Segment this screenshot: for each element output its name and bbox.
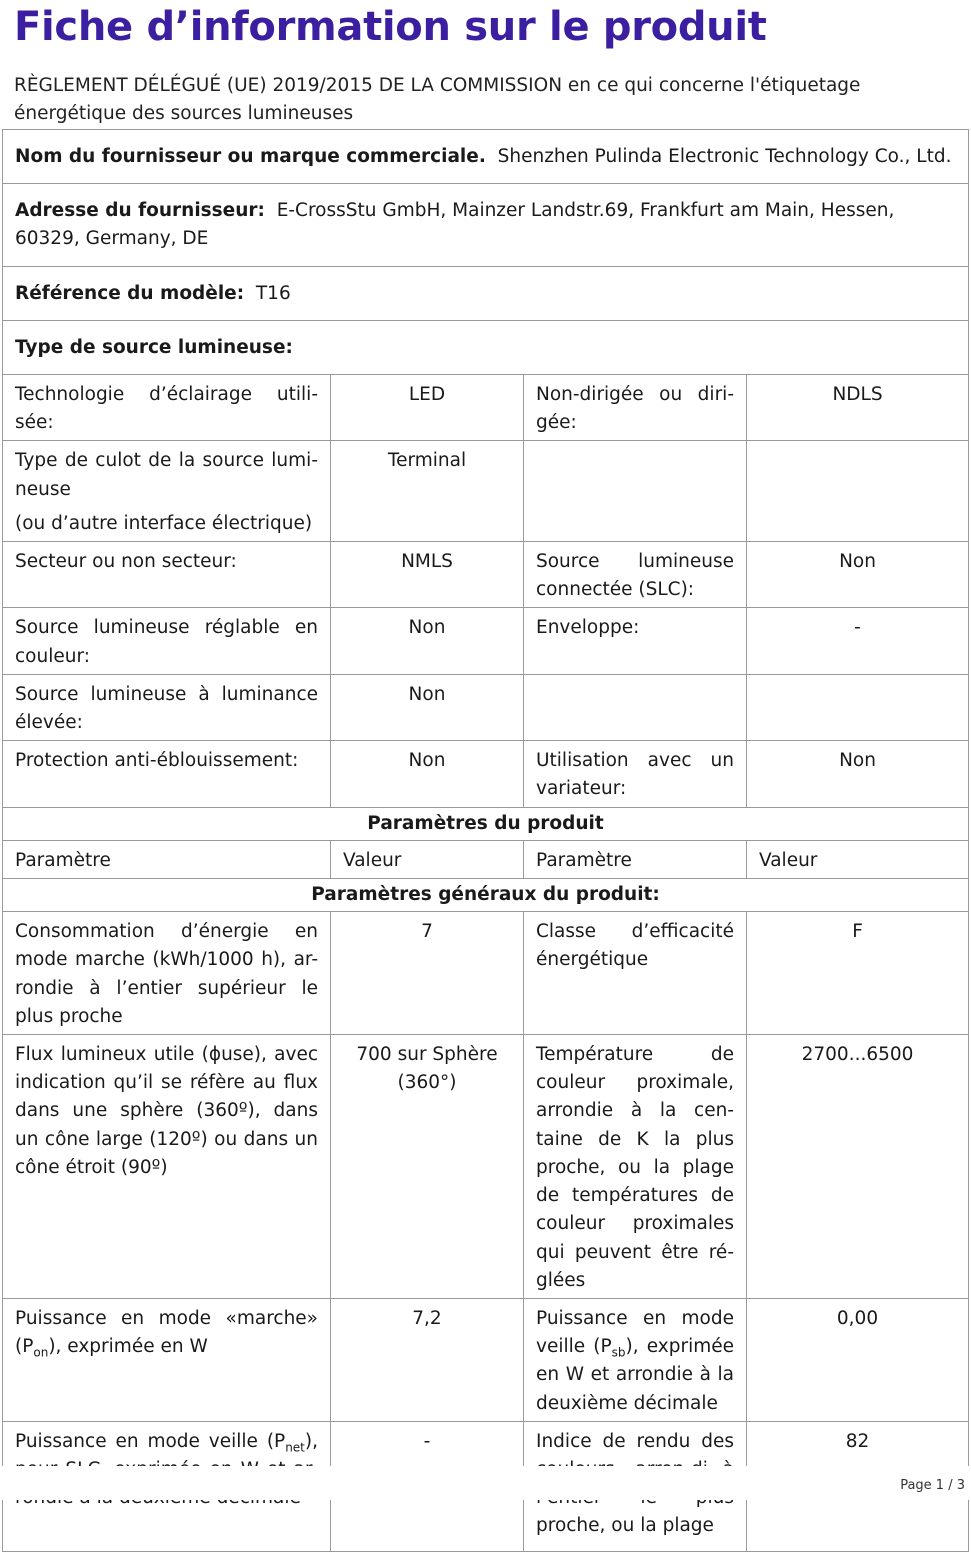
param-label-cont: ), xyxy=(304,1430,318,1452)
param-value: Non xyxy=(331,741,524,807)
param-label-cont: ), exprimée en W et arrondie à la deuxième décimale xyxy=(536,1336,734,1414)
page-title: Fiche d’information sur le produit xyxy=(14,4,767,50)
param-value: Non xyxy=(747,741,969,807)
column-header-row xyxy=(3,840,969,878)
table-row xyxy=(3,441,969,542)
table-row xyxy=(3,741,969,807)
param-value xyxy=(747,441,969,542)
param-label: Type de culot de la source lumi-neuse xyxy=(15,450,318,500)
page-cut-off xyxy=(0,1466,971,1500)
product-params-heading: Paramètres du produit xyxy=(3,807,969,840)
param-value: 0,00 xyxy=(747,1298,969,1421)
model-reference-value: T16 xyxy=(255,282,291,304)
param-value: Non xyxy=(331,608,524,674)
param-label: Puissance en mode «marche» (P xyxy=(15,1307,318,1358)
param-label: Source lumineuse à luminance élevée: xyxy=(3,674,331,740)
param-label: Consommation d’énergie en mode marche (kWh/1000 h), ar-rondie à l’entier supérieur le plus proche xyxy=(3,912,331,1035)
table-row xyxy=(3,375,969,441)
light-source-type-heading: Type de source lumineuse: xyxy=(3,320,969,374)
param-label xyxy=(524,441,747,542)
param-value: - xyxy=(747,608,969,674)
param-label: Classe d’efficacité énergétique xyxy=(524,912,747,1035)
param-value: LED xyxy=(331,375,524,441)
param-subscript: sb xyxy=(611,1345,626,1360)
regulation-subtitle: RÈGLEMENT DÉLÉGUÉ (UE) 2019/2015 DE LA COMMISSION en ce qui concerne l'étiquetage énergétique des sources lumineuses xyxy=(14,75,861,124)
param-label: Source lumineuse réglable en couleur: xyxy=(3,608,331,674)
column-header: Valeur xyxy=(331,840,524,878)
column-header: Paramètre xyxy=(524,840,747,878)
param-label-note: (ou d’autre interface électrique) xyxy=(15,512,313,534)
param-value: 7 xyxy=(331,912,524,1035)
param-value: 2700...6500 xyxy=(747,1035,969,1299)
param-value: 700 sur Sphère (360°) xyxy=(331,1035,524,1299)
section-row xyxy=(3,879,969,912)
table-row xyxy=(3,608,969,674)
supplier-name-row xyxy=(3,130,969,184)
param-value: Non xyxy=(331,674,524,740)
param-label: Protection anti-éblouissement: xyxy=(3,741,331,807)
table-row xyxy=(3,674,969,740)
param-label: Flux lumineux utile (ɸuse), avec indication qu’il se réfère au flux dans une sphère (360º), dans un cône large (120º) ou dans un cône étroit (90º) xyxy=(3,1035,331,1299)
param-label: Secteur ou non secteur: xyxy=(3,542,331,608)
table-row xyxy=(3,912,969,1035)
table-row xyxy=(3,542,969,608)
param-value: NDLS xyxy=(747,375,969,441)
page-number: Page 1 / 3 xyxy=(900,1478,965,1493)
param-value: F xyxy=(747,912,969,1035)
param-value xyxy=(747,674,969,740)
param-label: Technologie d’éclairage utili-sée: xyxy=(3,375,331,441)
supplier-name-label: Nom du fournisseur ou marque commerciale. xyxy=(15,146,486,167)
product-info-table xyxy=(2,129,969,1552)
light-source-type-row xyxy=(3,320,969,374)
param-label: Enveloppe: xyxy=(524,608,747,674)
param-label: Puissance en mode veille (P xyxy=(536,1307,734,1358)
param-label: Indice de rendu des proche, ou la plage xyxy=(524,1421,747,1551)
param-value: 7,2 xyxy=(331,1298,524,1421)
param-label: Source lumineuse connectée (SLC): xyxy=(524,542,747,608)
param-subscript: net xyxy=(285,1440,305,1455)
supplier-address-row xyxy=(3,184,969,266)
column-header: Valeur xyxy=(747,840,969,878)
table-row xyxy=(3,1035,969,1299)
general-params-heading: Paramètres généraux du produit: xyxy=(3,879,969,912)
param-subscript: on xyxy=(33,1345,49,1360)
param-label xyxy=(524,674,747,740)
section-row xyxy=(3,807,969,840)
supplier-address-label: Adresse du fournisseur: xyxy=(15,200,265,222)
param-label: Utilisation avec un variateur: xyxy=(524,741,747,807)
param-value: NMLS xyxy=(331,542,524,608)
column-header: Paramètre xyxy=(3,840,331,878)
param-value: - xyxy=(331,1421,524,1551)
param-value: Terminal xyxy=(331,441,524,542)
supplier-address-value: E-CrossStu GmbH, Mainzer Landstr.69, Frankfurt am Main, Hessen, 60329, Germany, DE xyxy=(15,200,895,250)
param-value: Non xyxy=(747,542,969,608)
table-row xyxy=(3,1298,969,1421)
model-reference-label: Référence du modèle: xyxy=(15,282,245,304)
param-label: Puissance en mode veille (P xyxy=(15,1430,286,1452)
param-value: 82 xyxy=(747,1421,969,1551)
param-label: Non-dirigée ou diri-gée: xyxy=(524,375,747,441)
model-reference-row xyxy=(3,266,969,320)
param-label-cont: ), exprimée en W xyxy=(48,1336,208,1358)
param-label: Température de couleur proximale, arrondie à la cen-taine de K la plus proche, ou la plage de températures de couleur proximales qui peuvent être ré-glées xyxy=(524,1035,747,1299)
supplier-name-value: Shenzhen Pulinda Electronic Technology Co., Ltd. xyxy=(497,146,952,167)
